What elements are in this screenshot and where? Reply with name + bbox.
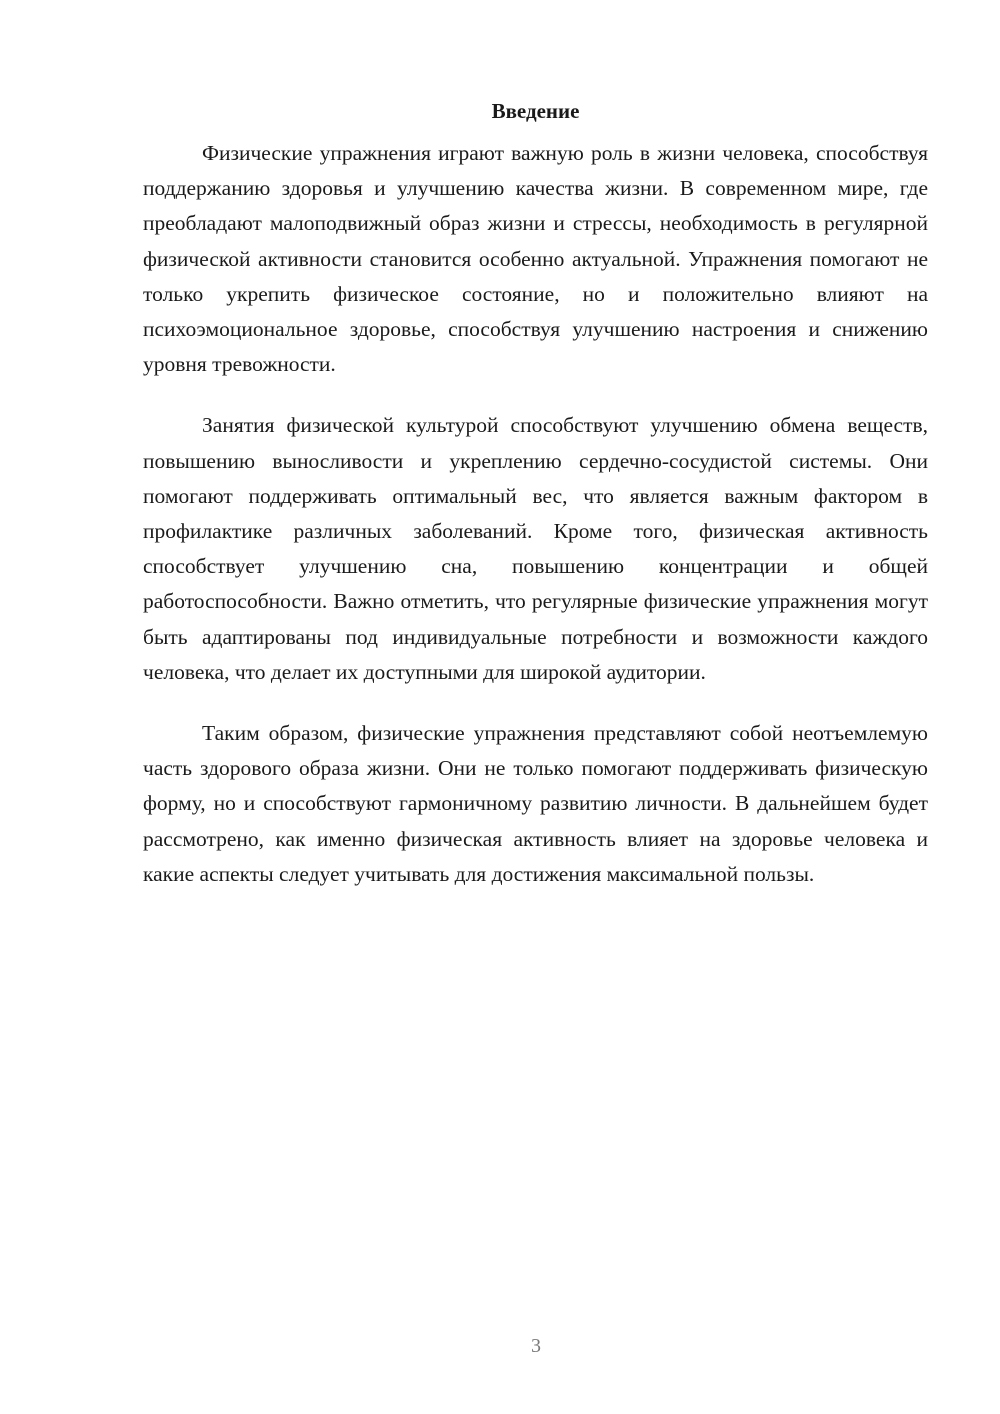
section-heading: Введение bbox=[491, 99, 580, 123]
paragraph-1: Физические упражнения играют важную роль в жизни человека, способствуя поддержанию здоровья и улучшению качества жизни. В современном мире, где преобладают малоподвижный образ жизни и стрессы, необходимость в регулярной физической активности становится особенно актуальной. Упражнения помогают не только укрепить физическое состояние, но и положительно влияют на психоэмоциональное здоровье, способствуя улучшению настроения и снижению уровня тревожности. bbox=[143, 141, 928, 377]
paragraph-3: Таким образом, физические упражнения представляют собой неотъемлемую часть здорового образа жизни. Они не только помогают поддерживать физическую форму, но и способствуют гармоничному развитию личности. В дальнейшем будет рассмотрено, как именно физическая активность влияет на здоровье человека и какие аспекты следует учитывать для достижения максимальной пользы. bbox=[143, 721, 928, 886]
page-content bbox=[143, 96, 928, 918]
page-number: 3 bbox=[531, 1335, 541, 1357]
paragraph-2: Занятия физической культурой способствуют улучшению обмена веществ, повышению выносливости и укреплению сердечно-сосудистой системы. Они помогают поддерживать оптимальный вес, что является важным фактором в профилактике различных заболеваний. Кроме того, физическая активность способствует улучшению сна, повышению концентрации и общей работоспособности. Важно отметить, что регулярные физические упражнения могут быть адаптированы под индивидуальные потребности и возможности каждого человека, что делает их доступными для широкой аудитории. bbox=[143, 413, 928, 684]
